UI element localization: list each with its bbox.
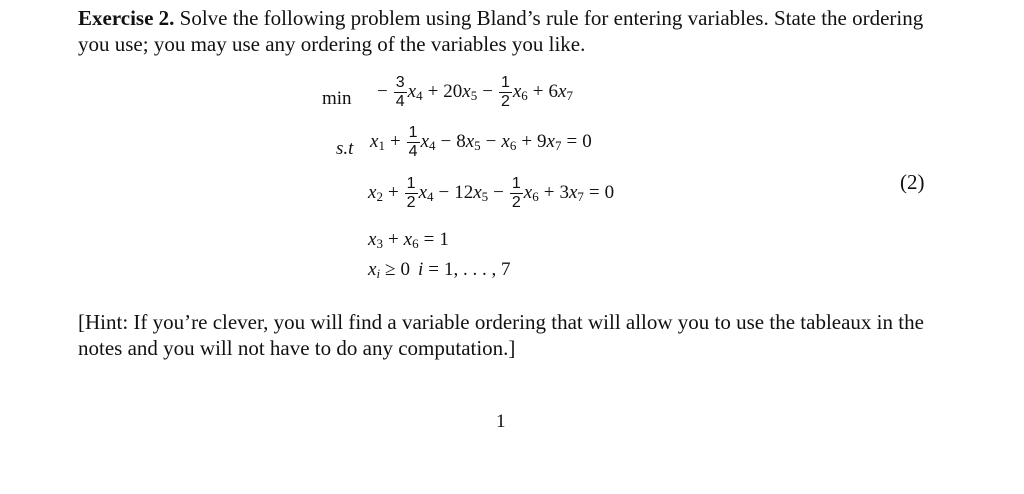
hint-text: [Hint: If you’re clever, you will find a variable ordering that will allow you to use the tableaux in the notes and you will not have to do any computation.]	[78, 310, 924, 360]
constraint-3: $x_3 + x_6 = 1$	[368, 229, 449, 251]
exercise-statement	[78, 5, 948, 57]
nonnegativity-constraint: $x_i \ge 0$ i = 1, . . . , 7	[368, 259, 511, 281]
page-number: 1	[496, 411, 506, 432]
equation-number: (2)	[900, 170, 925, 194]
objective-row: − $\frac{3}{4}$ $x_4 + 20x_5$ − $\frac{1}{2}$ $x_6 + 6x_7$	[377, 74, 573, 110]
fraction-half: $\frac{1}{2}$	[406, 175, 416, 211]
fraction-quarter: $\frac{1}{4}$	[408, 124, 418, 160]
min-label: min	[322, 88, 352, 109]
st-label: s.t	[336, 138, 354, 159]
fraction-half: $\frac{1}{2}$	[511, 175, 521, 211]
exercise-heading: Exercise 2.	[78, 6, 175, 30]
exercise-text: Solve the following problem using Bland’s rule for entering variables. State the ordering you use; you may use any ordering of the variables you like.	[78, 6, 924, 56]
constraint-2: $x_2$ + $\frac{1}{2}$ $x_4 - 12x_5$ − $\frac{1}{2}$ $x_6 + 3x_7 = 0$	[368, 175, 615, 211]
fraction-half: $\frac{1}{2}$	[500, 74, 510, 110]
fraction-three-quarters: $\frac{3}{4}$	[395, 74, 405, 110]
constraint-1: $x_1$ + $\frac{1}{4}$ $x_4 - 8x_5 - x_6 + 9x_7 = 0$	[370, 124, 592, 160]
